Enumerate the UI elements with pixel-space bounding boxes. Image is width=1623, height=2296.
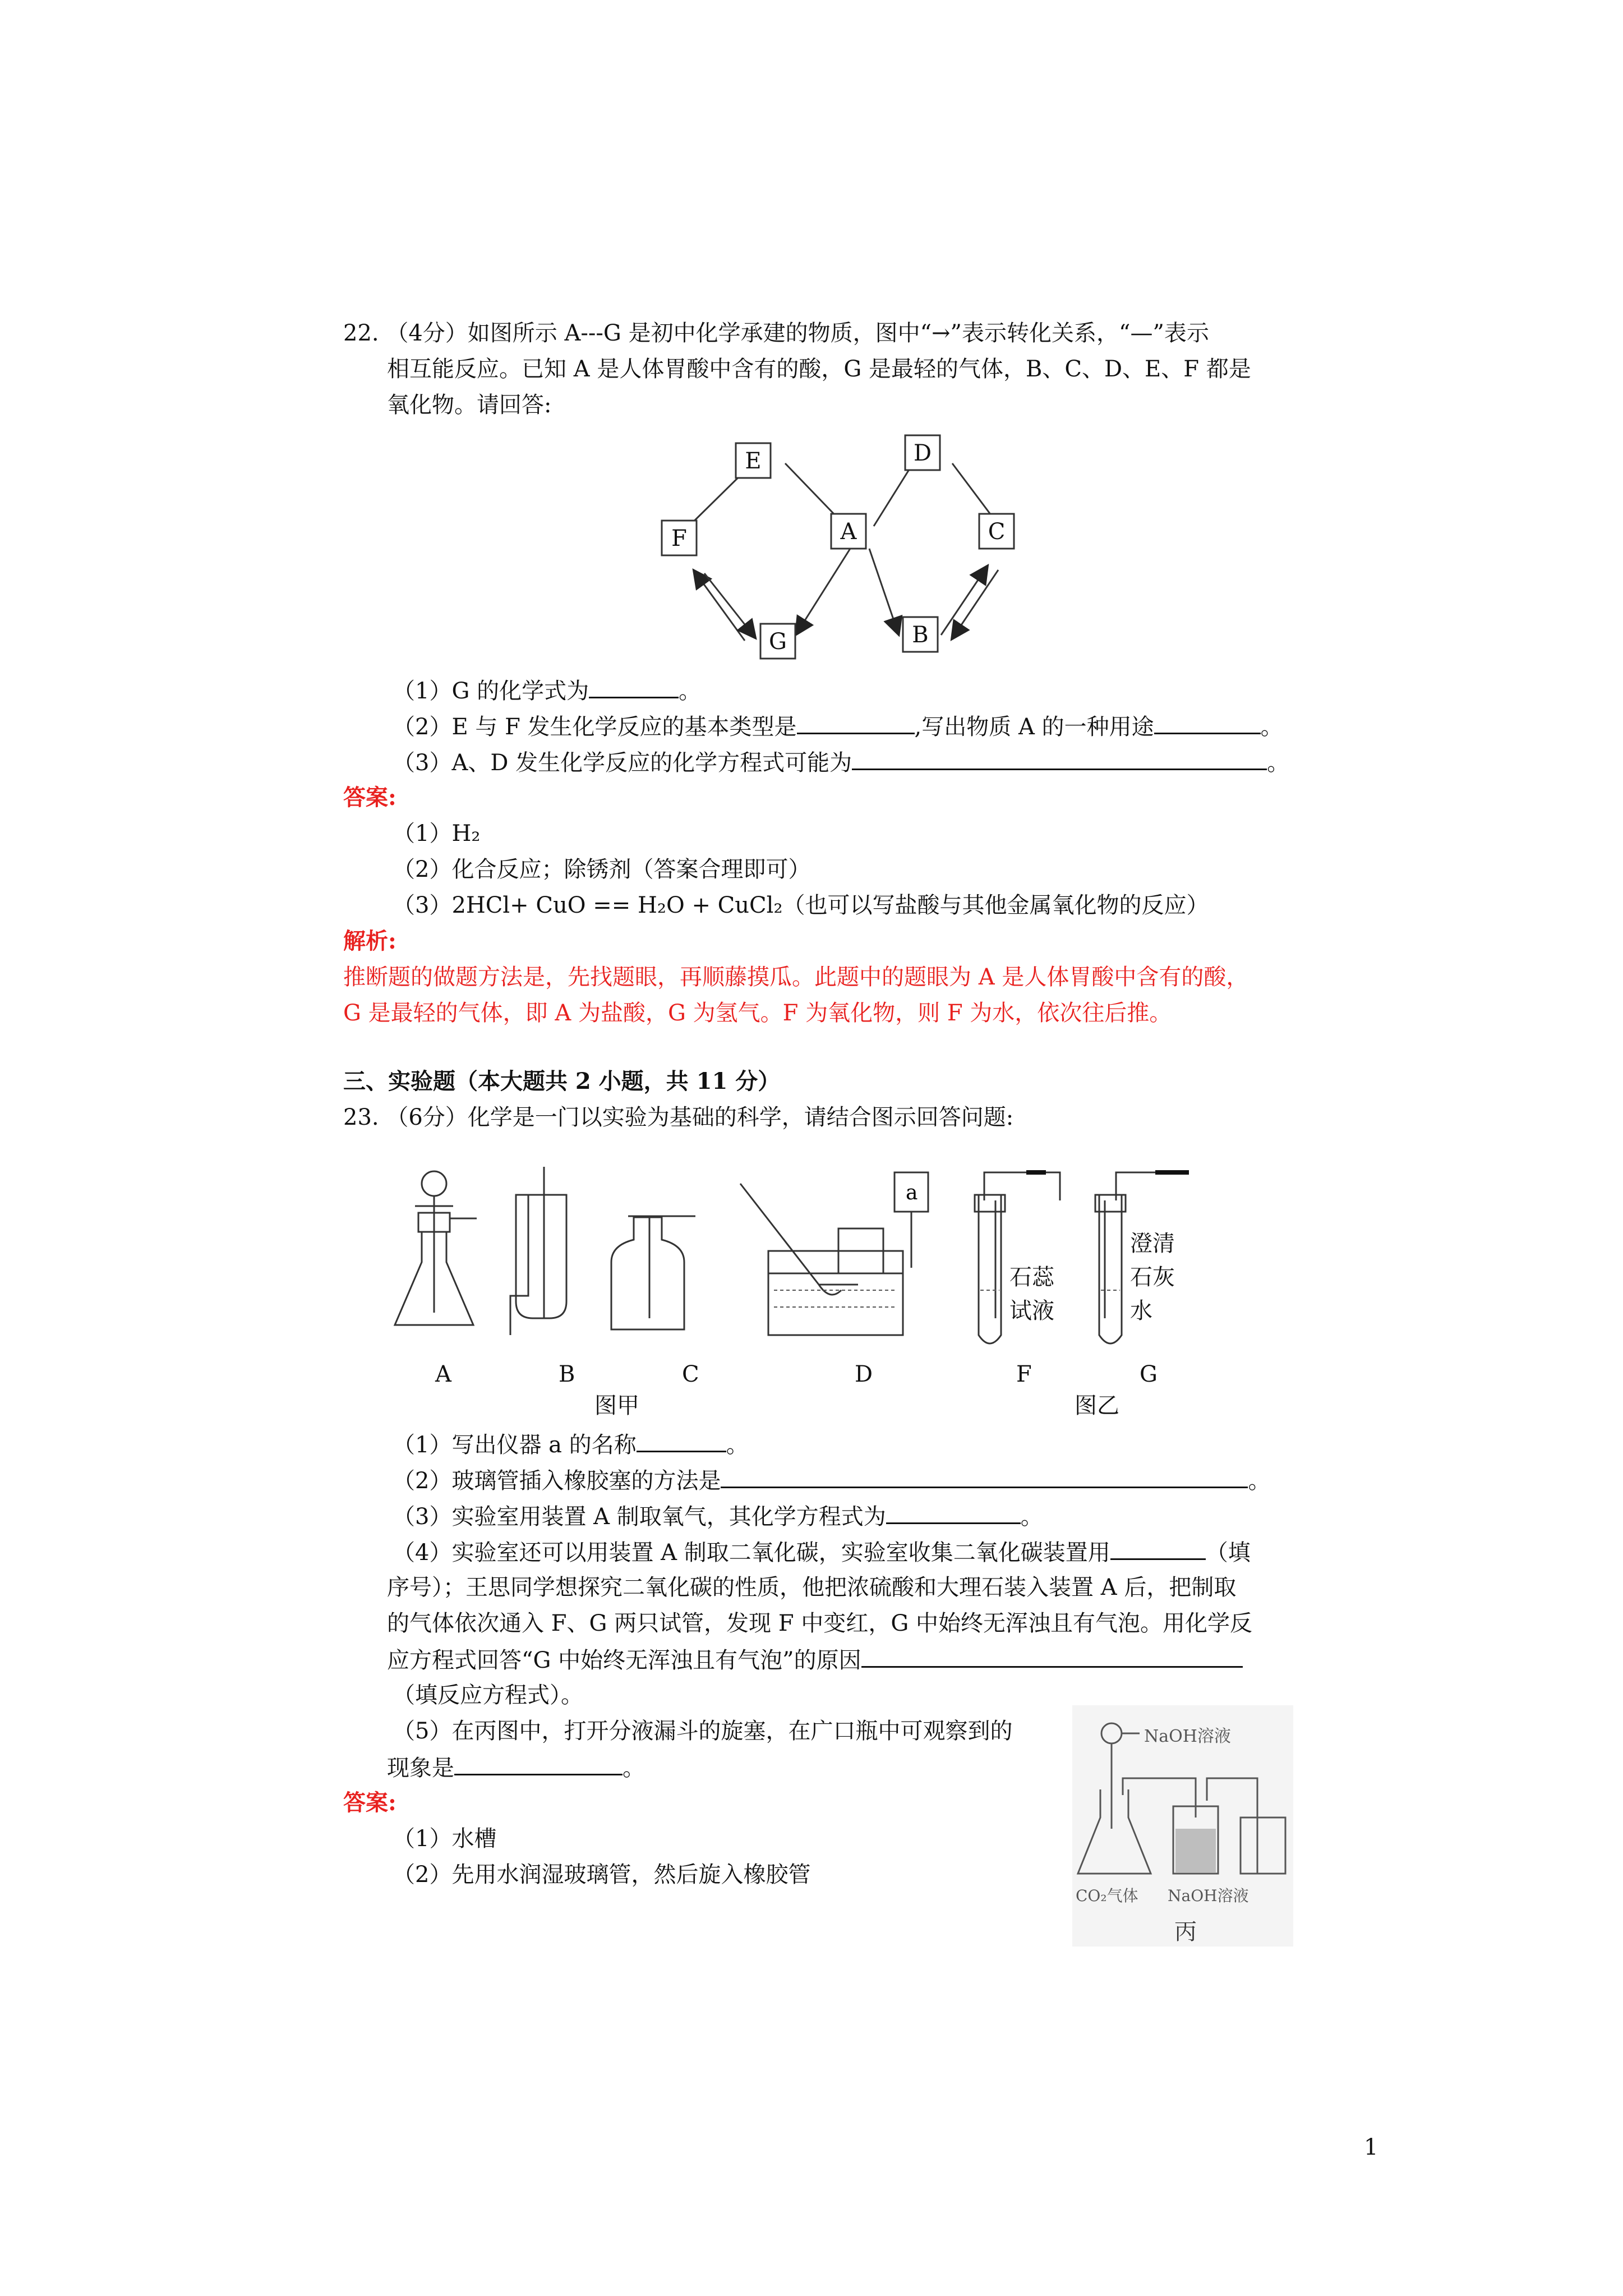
label-b: B [559,1361,575,1387]
q22-sub1-text: （1）G 的化学式为 [393,678,589,704]
node-e-label: E [745,448,762,474]
q22-relationship-diagram [645,426,1038,679]
bing-naoh-top-label: NaOH溶液 [1144,1727,1231,1746]
q23-apparatus-figure [381,1150,1256,1430]
q23-sub1 [393,1428,749,1461]
page-number: 1 [1364,2134,1378,2160]
q23-answer-1: （1）水槽 [393,1826,497,1852]
label-g: G [1140,1361,1158,1387]
label-d: D [855,1361,873,1387]
apparatus-a [395,1171,477,1325]
q23-sub5-line1: （5）在丙图中，打开分液漏斗的旋塞，在广口瓶中可观察到的 [393,1718,1013,1744]
q23-sub4-text: （4）实验室还可以用装置 A 制取二氧化碳，实验室收集二氧化碳装置用 [393,1540,1110,1566]
q23-sub4-line4 [387,1644,1243,1676]
f-litmus-1: 石蕊 [1009,1264,1054,1290]
q22-sub2 [393,710,1283,743]
q22-sub2-blank2[interactable] [1154,710,1261,734]
q22-answer-3: （3）2HCl+ CuO == H₂O + CuCl₂（也可以写盐酸与其他金属氧化物的反应） [393,892,1209,918]
q23-sub3 [393,1500,1043,1533]
bing-naoh-bottle-label: NaOH溶液 [1168,1887,1249,1905]
q23-sub2-text: （2）玻璃管插入橡胶塞的方法是 [393,1468,721,1494]
q22-analysis-heading: 解析: [343,928,396,954]
q22-sub2-end: 。 [1260,714,1283,740]
q23-sub4-blank2[interactable] [861,1644,1243,1668]
q23-answer-heading: 答案: [343,1789,396,1816]
q22-sub3-text: （3）A、D 发生化学反应的化学方程式可能为 [393,750,852,776]
node-f-label: F [671,526,687,551]
q23-sub1-blank[interactable] [637,1428,726,1452]
q22-stem-line3: 氧化物。请回答: [387,392,552,418]
apparatus-b [510,1167,566,1335]
label-a: A [435,1361,451,1387]
label-f: F [1016,1361,1032,1387]
q22-sub2-text: （2）E 与 F 发生化学反应的基本类型是 [393,714,797,740]
q23-sub4-line1 [393,1536,1251,1568]
node-a-label: A [840,519,857,545]
q22-analysis-line2: G 是最轻的气体，即 A 为盐酸，G 为氢气。F 为氧化物，则 F 为水，依次往后推。 [343,1000,1172,1026]
q22-sub1 [393,674,701,707]
q23-sub2 [393,1464,1270,1497]
q22-sub1-end: 。 [679,678,702,704]
g-limewater-1: 澄清 [1130,1231,1175,1257]
bing-caption: 丙 [1174,1919,1197,1945]
node-b-label: B [912,622,929,648]
q23-sub3-text: （3）实验室用装置 A 制取氧气，其化学方程式为 [393,1504,886,1530]
g-limewater-2: 石灰 [1130,1264,1175,1290]
label-c: C [682,1361,699,1387]
q22-analysis-line1: 推断题的做题方法是，先找题眼，再顺藤摸瓜。此题中的题眼为 A 是人体胃酸中含有的酸， [343,964,1249,990]
q22-answer-2: （2）化合反应；除锈剂（答案合理即可） [393,857,811,882]
q22-sub3-blank[interactable] [852,746,1267,770]
q22-answer-1: （1）H₂ [393,821,481,846]
instrument-a-label: a [906,1181,918,1204]
bing-co2-label: CO₂气体 [1076,1887,1138,1905]
q23-sub5-blank[interactable] [454,1751,623,1775]
q22-stem-line1: 22. （4分）如图所示 A---G 是初中化学承建的物质，图中“→”表示转化关系，“—”表示 [343,320,1209,346]
q23-stem: 23. （6分）化学是一门以实验为基础的科学，请结合图示回答问题: [343,1105,1014,1130]
q22-sub3 [393,746,1289,779]
q23-sub2-blank[interactable] [721,1464,1248,1488]
g-limewater-3: 水 [1130,1298,1152,1324]
q23-sub4-blank1[interactable] [1110,1536,1206,1560]
f-litmus-2: 试液 [1009,1298,1054,1324]
q23-sub5-end: 。 [623,1755,645,1781]
caption-jia: 图甲 [594,1393,639,1419]
section-3-title: 三、实验题（本大题共 2 小题，共 11 分） [343,1068,781,1094]
q22-sub1-blank[interactable] [589,674,679,698]
q23-sub5-line2 [387,1751,645,1784]
q23-sub4-fill: （填 [1205,1540,1251,1566]
q23-sub1-end: 。 [726,1432,749,1458]
caption-yi: 图乙 [1075,1393,1119,1419]
q23-sub4-l4-text: 应方程式回答“G 中始终无浑浊且有气泡”的原因 [387,1648,861,1673]
q22-answer-heading: 答案: [343,784,396,811]
q23-sub4-line5: （填反应方程式）。 [393,1682,583,1708]
q23-sub3-end: 。 [1020,1504,1043,1530]
apparatus-c [611,1216,695,1329]
figure-bing [1072,1705,1293,1947]
q23-sub1-text: （1）写出仪器 a 的名称 [393,1432,637,1458]
q23-answer-2: （2）先用水润湿玻璃管，然后旋入橡胶管 [393,1862,811,1888]
node-d-label: D [913,440,932,466]
node-c-label: C [988,519,1006,545]
q22-sub3-end: 。 [1267,750,1290,776]
q22-stem-line2: 相互能反应。已知 A 是人体胃酸中含有的酸，G 是最轻的气体，B、C、D、E、F 都是 [387,356,1251,382]
node-g-label: G [769,629,787,655]
apparatus-d [740,1172,928,1335]
q22-sub2-blank1[interactable] [797,710,915,734]
q23-sub3-blank[interactable] [886,1500,1021,1524]
q23-sub4-line3: 的气体依次通入 F、G 两只试管，发现 F 中变红，G 中始终无浑浊且有气泡。用化学反 [387,1611,1252,1636]
q23-sub4-line2: 序号）；王思同学想探究二氧化碳的性质，他把浓硫酸和大理石装入装置 A 后，把制取 [387,1575,1237,1600]
q23-sub2-end: 。 [1248,1468,1271,1494]
q23-sub5-text: 现象是 [387,1755,454,1781]
q22-sub2-text2: ,写出物质 A 的一种用途 [914,714,1154,740]
